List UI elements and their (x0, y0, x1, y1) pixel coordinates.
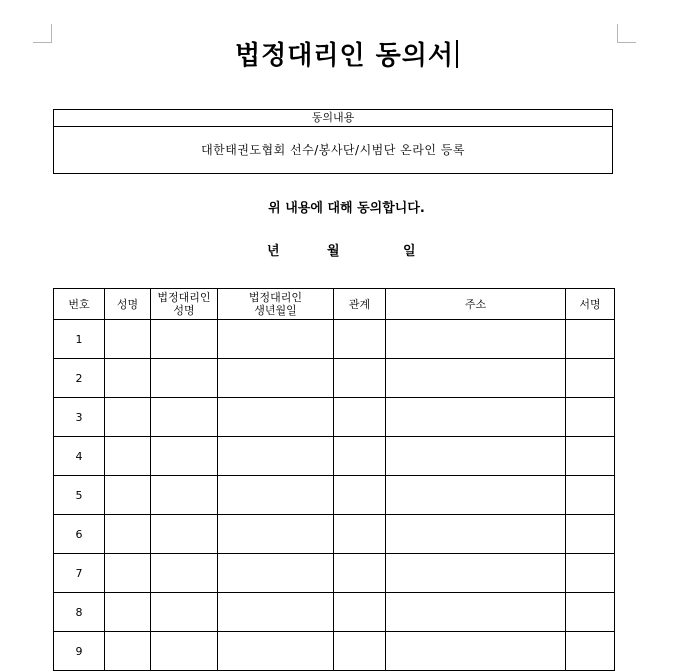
table-row (54, 398, 615, 437)
row-number-cell: 8 (54, 593, 105, 632)
row-number-cell: 9 (54, 632, 105, 671)
name-cell[interactable] (105, 554, 151, 593)
header-relationship: 관계 (334, 289, 386, 320)
row-number-cell: 3 (54, 398, 105, 437)
row-number-cell: 7 (54, 554, 105, 593)
name-cell[interactable] (105, 398, 151, 437)
header-guardian-name: 법정대리인 성명 (151, 289, 218, 320)
relationship-cell[interactable] (334, 320, 386, 359)
table-row (54, 476, 615, 515)
guardian-birthdate-cell[interactable] (218, 320, 334, 359)
date-line (0, 240, 693, 260)
address-cell[interactable] (386, 593, 566, 632)
relationship-cell[interactable] (334, 593, 386, 632)
guardian-name-cell[interactable] (151, 398, 218, 437)
consent-header: 동의내용 (54, 110, 612, 127)
guardian-name-cell[interactable] (151, 476, 218, 515)
document-title-text: 법정대리인 동의서 (235, 41, 454, 71)
table-row (54, 632, 615, 671)
guardian-name-cell[interactable] (151, 593, 218, 632)
name-cell[interactable] (105, 437, 151, 476)
table-row (54, 515, 615, 554)
signature-cell[interactable] (566, 593, 615, 632)
relationship-cell[interactable] (334, 632, 386, 671)
table-row (54, 593, 615, 632)
guardian-birthdate-cell[interactable] (218, 437, 334, 476)
guardian-birthdate-cell[interactable] (218, 593, 334, 632)
relationship-cell[interactable] (334, 398, 386, 437)
guardian-birthdate-cell[interactable] (218, 515, 334, 554)
relationship-cell[interactable] (334, 437, 386, 476)
signature-cell[interactable] (566, 359, 615, 398)
signature-cell[interactable] (566, 398, 615, 437)
address-cell[interactable] (386, 398, 566, 437)
representative-table (53, 288, 615, 671)
name-cell[interactable] (105, 593, 151, 632)
guardian-name-cell[interactable] (151, 320, 218, 359)
signature-cell[interactable] (566, 320, 615, 359)
signature-cell[interactable] (566, 632, 615, 671)
table-row (54, 437, 615, 476)
signature-cell[interactable] (566, 554, 615, 593)
consent-content-box (53, 109, 613, 174)
address-cell[interactable] (386, 554, 566, 593)
agreement-statement: 위 내용에 대해 동의합니다. (268, 201, 425, 216)
guardian-birthdate-cell[interactable] (218, 476, 334, 515)
signature-cell[interactable] (566, 437, 615, 476)
row-number-cell: 4 (54, 437, 105, 476)
name-cell[interactable] (105, 476, 151, 515)
guardian-birthdate-cell[interactable] (218, 554, 334, 593)
guardian-name-cell[interactable] (151, 632, 218, 671)
address-cell[interactable] (386, 632, 566, 671)
relationship-cell[interactable] (334, 476, 386, 515)
name-cell[interactable] (105, 320, 151, 359)
header-number: 번호 (54, 289, 105, 320)
guardian-birthdate-cell[interactable] (218, 359, 334, 398)
row-number-cell: 1 (54, 320, 105, 359)
address-cell[interactable] (386, 476, 566, 515)
table-row (54, 554, 615, 593)
text-cursor (456, 40, 458, 68)
month-label: 월 (327, 244, 340, 259)
header-address: 주소 (386, 289, 566, 320)
relationship-cell[interactable] (334, 554, 386, 593)
signature-cell[interactable] (566, 476, 615, 515)
name-cell[interactable] (105, 632, 151, 671)
address-cell[interactable] (386, 359, 566, 398)
year-label: 년 (267, 244, 280, 259)
name-cell[interactable] (105, 359, 151, 398)
guardian-name-cell[interactable] (151, 359, 218, 398)
table-header-row (54, 289, 615, 320)
address-cell[interactable] (386, 437, 566, 476)
table-row (54, 359, 615, 398)
consent-content: 대한태권도협회 선수/봉사단/시범단 온라인 등록 (201, 143, 465, 157)
row-number-cell: 6 (54, 515, 105, 554)
relationship-cell[interactable] (334, 515, 386, 554)
header-name: 성명 (105, 289, 151, 320)
guardian-birthdate-cell[interactable] (218, 398, 334, 437)
address-cell[interactable] (386, 515, 566, 554)
header-signature: 서명 (566, 289, 615, 320)
relationship-cell[interactable] (334, 359, 386, 398)
guardian-name-cell[interactable] (151, 515, 218, 554)
document-title[interactable] (0, 38, 693, 74)
day-label: 일 (403, 244, 416, 259)
header-guardian-birthdate: 법정대리인 생년월일 (218, 289, 334, 320)
row-number-cell: 2 (54, 359, 105, 398)
row-number-cell: 5 (54, 476, 105, 515)
guardian-name-cell[interactable] (151, 437, 218, 476)
table-row (54, 320, 615, 359)
guardian-birthdate-cell[interactable] (218, 632, 334, 671)
address-cell[interactable] (386, 320, 566, 359)
name-cell[interactable] (105, 515, 151, 554)
guardian-name-cell[interactable] (151, 554, 218, 593)
signature-cell[interactable] (566, 515, 615, 554)
